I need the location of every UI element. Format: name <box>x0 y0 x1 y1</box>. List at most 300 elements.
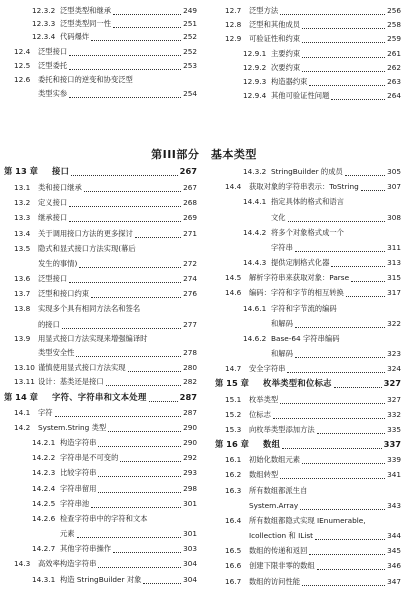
toc-entry-title: 构造字符串 <box>60 438 97 448</box>
toc-entry-title: 向枚举类型添加方法 <box>249 424 315 434</box>
toc-entry-page: 268 <box>183 198 197 208</box>
toc-entry-title: 字符 <box>38 407 53 417</box>
toc-dot-leader <box>302 450 385 464</box>
toc-entry-title: 字符串是不可变的 <box>60 453 119 463</box>
toc-dot-leader <box>295 314 385 328</box>
toc-entry-page: 323 <box>387 349 401 359</box>
toc-entry-title: 的接口 <box>38 319 60 329</box>
toc-entry-page: 259 <box>387 34 401 44</box>
toc-entry <box>4 482 201 495</box>
toc-dot-leader <box>69 208 181 222</box>
toc-entry-title: Base-64 字符串编码 <box>271 333 340 343</box>
toc-entry-title: 谨慎使用显式接口方法实现 <box>38 363 126 373</box>
toc-entry <box>4 196 201 209</box>
toc-entry-page: 271 <box>183 228 197 238</box>
toc-entry-page: 252 <box>183 32 197 42</box>
toc-entry-number: 12.9 <box>225 34 242 44</box>
toc-entry-page: 277 <box>183 319 197 329</box>
toc-entry <box>215 514 405 527</box>
toc-entry <box>4 466 201 479</box>
toc-entry-title: 所有数组都隐式实现 IEnumerable, <box>249 515 366 525</box>
toc-entry-title: 安全字符串 <box>249 364 286 374</box>
toc-entry-title: 主要约束 <box>271 48 301 58</box>
toc-dot-leader <box>143 570 181 584</box>
toc-entry-page: 274 <box>183 274 197 284</box>
toc-entry <box>4 318 201 331</box>
toc-entry-title: 字符串留用 <box>60 483 97 493</box>
toc-entry <box>4 436 201 449</box>
toc-dot-leader <box>79 254 181 268</box>
toc-dot-leader <box>69 56 181 70</box>
toc-entry-title: 高效率构造字符串 <box>38 559 97 569</box>
toc-entry-number: 14.2.2 <box>32 453 56 463</box>
toc-dot-leader <box>128 358 182 372</box>
toc-entry-title: 文化 <box>271 212 286 222</box>
toc-entry <box>4 59 201 72</box>
toc-dot-leader <box>309 541 385 555</box>
toc-dot-leader <box>135 224 181 238</box>
toc-entry-title: 字符和字节流的编码 <box>271 303 337 313</box>
toc-entry-title: 数组 <box>263 439 281 450</box>
toc-entry-page: 344 <box>387 531 401 541</box>
toc-dot-leader <box>361 177 385 191</box>
toc-entry <box>215 256 405 269</box>
toc-entry-title: 其他可验证性问题 <box>271 91 330 101</box>
toc-dot-leader <box>300 496 385 510</box>
toc-entry-title: 关于调用接口方法的更多探讨 <box>38 228 133 238</box>
toc-entry-number: 12.3.2 <box>32 5 56 15</box>
toc-entry <box>4 287 201 300</box>
toc-entry <box>4 227 201 240</box>
toc-entry-number: 12.3.3 <box>32 19 56 29</box>
toc-entry <box>4 87 201 100</box>
toc-entry-page: 293 <box>183 468 197 478</box>
toc-entry-page: 324 <box>387 364 401 374</box>
toc-entry <box>215 499 405 512</box>
toc-entry <box>4 527 201 540</box>
toc-entry-page: 346 <box>387 561 401 571</box>
toc-entry <box>4 181 201 194</box>
toc-entry-title: 位标志 <box>249 409 271 419</box>
toc-entry-number: 14.6.2 <box>243 333 267 343</box>
toc-entry <box>215 453 405 466</box>
toc-entry <box>215 347 405 360</box>
toc-dot-leader <box>302 29 385 43</box>
toc-entry <box>215 468 405 481</box>
toc-entry-title: 提供定制格式化器 <box>271 258 330 267</box>
toc-entry-page: 258 <box>387 20 401 30</box>
toc-dot-leader <box>106 372 181 386</box>
toc-entry-number: 12.5 <box>14 60 31 70</box>
toc-entry-page: 347 <box>387 576 401 586</box>
toc-dot-leader <box>309 72 385 86</box>
toc-entry-page: 311 <box>387 242 401 252</box>
toc-entry-number: 16.5 <box>225 546 242 556</box>
toc-entry-number: 14.2 <box>14 422 31 432</box>
toc-dot-leader <box>108 418 181 432</box>
toc-entry-page: 313 <box>387 258 401 267</box>
toc-entry-title: 可验证性和约束 <box>249 34 301 44</box>
toc-entry-page: 287 <box>179 391 197 402</box>
toc-entry-number: 14.2.7 <box>32 544 56 554</box>
toc-entry-number: 12.9.4 <box>243 91 267 101</box>
toc-chapter-entry <box>215 377 405 390</box>
toc-dot-leader <box>113 1 181 15</box>
toc-dot-leader <box>84 178 181 192</box>
toc-entry-title: 编码：字符和字节的相互转换 <box>249 288 344 298</box>
toc-entry-title: 其他字符串操作 <box>60 544 112 554</box>
toc-dot-leader <box>113 539 181 553</box>
toc-entry-title: 泛型和其他成员 <box>249 20 301 30</box>
toc-entry-number: 13.1 <box>14 183 31 193</box>
toc-entry-title: StringBuilder 的成员 <box>271 167 343 176</box>
toc-entry-number: 13.8 <box>14 304 31 314</box>
toc-entry-title: 获取对象的字符串表示：ToString <box>249 182 359 192</box>
toc-entry <box>215 484 405 497</box>
toc-entry <box>4 242 201 255</box>
part-title: 第III部分 基本类型 <box>151 148 257 161</box>
toc-dot-leader <box>287 359 385 373</box>
toc-entry-title: 代码爆炸 <box>60 32 90 42</box>
toc-entry <box>4 542 201 555</box>
toc-entry-page: 251 <box>183 19 197 29</box>
toc-entry-number: 13.2 <box>14 198 31 208</box>
toc-entry-number: 14.7 <box>225 364 242 374</box>
toc-entry-number: 第 16 章 <box>215 439 249 450</box>
toc-entry <box>4 557 201 570</box>
toc-entry-title: 用显式接口方法实现来增强编译时 <box>38 333 148 343</box>
toc-dot-leader <box>282 435 381 449</box>
toc-entry <box>4 512 201 525</box>
toc-entry <box>215 180 405 193</box>
toc-entry-page: 263 <box>387 76 401 86</box>
toc-entry <box>4 272 201 285</box>
toc-entry-page: 301 <box>183 529 197 539</box>
toc-entry-number: 13.7 <box>14 289 31 299</box>
toc-entry-page: 322 <box>387 318 401 328</box>
toc-entry-title: 泛型方法 <box>249 5 279 15</box>
toc-entry-page: 261 <box>387 48 401 58</box>
toc-dot-leader <box>62 315 181 329</box>
toc-chapter-entry <box>215 438 405 451</box>
toc-entry-title: 字符、字符串和文本处理 <box>52 391 147 402</box>
toc-dot-leader <box>149 388 178 402</box>
toc-entry-page: 341 <box>387 470 401 480</box>
toc-entry <box>215 408 405 421</box>
toc-entry-page: 267 <box>183 183 197 193</box>
toc-entry-number: 14.4.2 <box>243 227 267 237</box>
toc-entry-page: 280 <box>183 363 197 373</box>
toc-dot-leader <box>295 344 385 358</box>
toc-dot-leader <box>69 269 181 283</box>
toc-dot-leader <box>120 448 181 462</box>
toc-entry-number: 14.3.1 <box>32 574 56 584</box>
toc-dot-leader <box>288 208 385 222</box>
toc-entry <box>215 195 405 208</box>
toc-entry-number: 12.3.4 <box>32 32 56 42</box>
toc-entry-number: 12.7 <box>225 5 242 15</box>
toc-dot-leader <box>317 420 385 434</box>
toc-entry-number: 第 14 章 <box>4 391 38 402</box>
toc-entry-page: 249 <box>183 5 197 15</box>
toc-entry <box>215 89 405 102</box>
toc-entry-page: 339 <box>387 455 401 465</box>
toc-entry-page: 292 <box>183 453 197 463</box>
toc-entry-page: 256 <box>387 5 401 15</box>
toc-entry-number: 14.6.1 <box>243 303 267 313</box>
toc-entry-number: 15.3 <box>225 424 242 434</box>
toc-entry-number: 14.4 <box>225 182 242 192</box>
toc-dot-leader <box>91 494 181 508</box>
toc-entry-page: 301 <box>183 498 197 508</box>
toc-dot-leader <box>71 162 177 176</box>
toc-entry-number: 15.1 <box>225 394 242 404</box>
toc-dot-leader <box>280 390 385 404</box>
toc-entry-page: 335 <box>387 424 401 434</box>
toc-dot-leader <box>331 86 385 100</box>
toc-dot-leader <box>91 27 181 41</box>
toc-entry-title: 比较字符串 <box>60 468 97 478</box>
toc-entry-title: 解析字符串来获取对象：Parse <box>249 273 350 283</box>
toc-entry-title: 实现多个具有相同方法名和签名 <box>38 304 141 314</box>
toc-entry-page: 282 <box>183 377 197 387</box>
toc-entry-page: 290 <box>183 422 197 432</box>
toc-entry-number: 13.9 <box>14 333 31 343</box>
toc-entry-title: 检查字符串中的字符和文本 <box>60 513 148 523</box>
toc-entry-title: 将多个对象格式成一个 <box>271 227 344 237</box>
toc-dot-leader <box>98 479 181 493</box>
toc-entry <box>215 529 405 542</box>
toc-dot-leader <box>331 253 385 267</box>
toc-entry-number: 12.4 <box>14 46 31 56</box>
toc-entry <box>215 362 405 375</box>
toc-entry-title: 泛型和接口约束 <box>38 289 90 299</box>
toc-entry-number: 14.4.1 <box>243 197 267 207</box>
toc-entry-page: 272 <box>183 258 197 268</box>
toc-entry-number: 14.3.2 <box>243 167 267 176</box>
toc-entry-title: 泛型接口 <box>38 46 68 56</box>
toc-dot-leader <box>113 14 181 28</box>
toc-entry-page: 278 <box>183 348 197 358</box>
toc-entry-number: 13.10 <box>14 363 35 373</box>
toc-entry-page: 332 <box>387 409 401 419</box>
toc-entry-title: 和解码 <box>271 349 293 359</box>
toc-dot-leader <box>302 572 385 586</box>
toc-entry-page: 304 <box>183 574 197 584</box>
toc-entry-title: 泛型类型同一性 <box>60 19 112 29</box>
toc-dot-leader <box>295 238 385 252</box>
toc-entry-title: 创建下限非零的数组 <box>249 561 315 571</box>
toc-entry-title: 构造器约束 <box>271 76 308 86</box>
toc-entry <box>4 375 201 388</box>
toc-entry-page: 317 <box>387 288 401 298</box>
toc-entry-number: 14.6 <box>225 288 242 298</box>
toc-entry-title: 所有数组都派生自 <box>249 485 308 495</box>
toc-entry-number: 14.5 <box>225 273 242 283</box>
toc-entry-number: 16.2 <box>225 470 242 480</box>
toc-entry <box>215 317 405 330</box>
toc-dot-leader <box>315 526 385 540</box>
toc-entry-page: 267 <box>179 166 197 176</box>
toc-entry-title: 类型实参 <box>38 89 68 99</box>
toc-entry-title: 泛型类型和继承 <box>60 5 112 15</box>
toc-entry-title: 元素 <box>60 529 75 539</box>
toc-entry-title: 委托和接口的逆变和协变泛型 <box>38 75 133 85</box>
toc-entry-number: 13.6 <box>14 274 31 284</box>
toc-entry-number: 13.11 <box>14 377 35 387</box>
toc-dot-leader <box>302 44 385 58</box>
toc-entry-page: 298 <box>183 483 197 493</box>
toc-entry-number: 14.2.1 <box>32 438 56 448</box>
toc-entry-number: 16.3 <box>225 485 242 495</box>
toc-entry-number: 14.2.3 <box>32 468 56 478</box>
toc-dot-leader <box>280 465 385 479</box>
toc-entry-page: 262 <box>387 62 401 72</box>
toc-dot-leader <box>334 374 382 388</box>
toc-dot-leader <box>77 524 181 538</box>
toc-entry-title: 数组的访问性能 <box>249 576 301 586</box>
toc-chapter-entry <box>4 165 201 178</box>
toc-dot-leader <box>98 433 181 447</box>
toc-entry-number: 13.4 <box>14 228 31 238</box>
toc-entry-title: 泛型接口 <box>38 274 68 284</box>
toc-entry-title: 设计：基类还是接口 <box>38 377 104 387</box>
toc-entry-title: 数组转型 <box>249 470 279 480</box>
toc-entry <box>215 302 405 315</box>
toc-dot-leader <box>345 162 385 176</box>
toc-entry-page: 337 <box>383 439 401 450</box>
toc-entry-title: 数组的传递和返回 <box>249 546 308 556</box>
toc-entry-number: 14.2.6 <box>32 513 56 523</box>
toc-entry <box>215 393 405 406</box>
toc-entry-title: 发生的事情) <box>38 258 78 268</box>
toc-entry <box>215 286 405 299</box>
toc-entry-page: 252 <box>183 46 197 56</box>
toc-entry-number: 13.5 <box>14 243 31 253</box>
toc-entry <box>4 346 201 359</box>
toc-entry-page: 290 <box>183 438 197 448</box>
toc-entry-page: 304 <box>183 559 197 569</box>
toc-entry-title: 构造 StringBuilder 对象 <box>60 574 142 584</box>
toc-dot-leader <box>69 84 181 98</box>
toc-entry-page: 307 <box>387 182 401 192</box>
toc-entry-number: 15.2 <box>225 409 242 419</box>
toc-dot-leader <box>317 556 385 570</box>
toc-dot-leader <box>69 42 181 56</box>
toc-dot-leader <box>98 463 181 477</box>
toc-entry-page: 308 <box>387 212 401 222</box>
toc-entry-title: 接口 <box>52 166 70 176</box>
toc-entry <box>215 271 405 284</box>
toc-entry-title: 和解码 <box>271 318 293 328</box>
toc-entry-number: 第 13 章 <box>4 166 38 176</box>
toc-entry <box>215 544 405 557</box>
toc-entry-page: 287 <box>183 407 197 417</box>
toc-entry-title: 泛型委托 <box>38 60 68 70</box>
toc-entry-number: 14.4.3 <box>243 258 267 267</box>
toc-entry-title: 字符串 <box>271 242 293 252</box>
toc-entry-title: 字符串池 <box>60 498 90 508</box>
toc-entry-title: System.Array <box>249 500 299 510</box>
toc-entry-title: 类和接口继承 <box>38 183 82 193</box>
toc-entry-number: 第 15 章 <box>215 378 249 389</box>
toc-entry <box>215 332 405 345</box>
toc-entry <box>4 421 201 434</box>
toc-dot-leader <box>69 193 181 207</box>
toc-entry-title: 枚举类型和位标志 <box>263 378 332 389</box>
toc-entry-title: 定义接口 <box>38 198 68 208</box>
toc-entry-title: 枚举类型 <box>249 394 279 404</box>
toc-entry-page: 254 <box>183 89 197 99</box>
toc-dot-leader <box>91 284 181 298</box>
toc-entry-number: 12.9.1 <box>243 48 267 58</box>
toc-entry <box>4 211 201 224</box>
toc-entry <box>215 241 405 254</box>
toc-dot-leader <box>351 268 385 282</box>
toc-dot-leader <box>302 58 385 72</box>
toc-entry-number: 13.3 <box>14 213 31 223</box>
toc-entry <box>4 302 201 315</box>
toc-entry <box>215 165 405 178</box>
toc-entry-number: 14.2.5 <box>32 498 56 508</box>
toc-dot-leader <box>273 405 385 419</box>
toc-entry-number: 16.6 <box>225 561 242 571</box>
toc-entry <box>4 497 201 510</box>
toc-entry <box>215 423 405 436</box>
toc-entry <box>4 451 201 464</box>
toc-entry-page: 343 <box>387 500 401 510</box>
toc-entry-title: 类型安全性 <box>38 348 75 358</box>
toc-entry-title: 继承接口 <box>38 213 68 223</box>
toc-entry-number: 12.9.2 <box>243 62 267 72</box>
toc-entry-page: 327 <box>387 394 401 404</box>
toc-chapter-entry <box>4 391 201 404</box>
toc-entry-title: 指定具体的格式和语言 <box>271 197 344 207</box>
toc-entry <box>215 575 405 588</box>
toc-entry-page: 303 <box>183 544 197 554</box>
toc-entry-number: 14.3 <box>14 559 31 569</box>
toc-dot-leader <box>98 554 181 568</box>
toc-entry-number: 14.1 <box>14 407 31 417</box>
toc-dot-leader <box>55 403 181 417</box>
toc-entry-page: 269 <box>183 213 197 223</box>
toc-entry-title: 初始化数组元素 <box>249 455 301 465</box>
toc-entry-page: 305 <box>387 167 401 176</box>
toc-entry <box>4 257 201 270</box>
toc-entry-number: 16.1 <box>225 455 242 465</box>
toc-dot-leader <box>346 283 385 297</box>
toc-entry-number: 16.4 <box>225 515 242 525</box>
toc-entry-number: 12.9.3 <box>243 76 267 86</box>
toc-entry-number: 12.8 <box>225 20 242 30</box>
toc-entry-title: System.String 类型 <box>38 422 107 432</box>
toc-entry <box>4 573 201 586</box>
toc-entry-title: 次要约束 <box>271 62 301 72</box>
toc-entry-page: 253 <box>183 60 197 70</box>
toc-entry <box>215 226 405 239</box>
toc-entry-number: 14.2.4 <box>32 483 56 493</box>
toc-entry <box>4 406 201 419</box>
toc-entry <box>215 559 405 572</box>
toc-entry-page: 327 <box>383 378 401 389</box>
toc-dot-leader <box>302 15 385 29</box>
toc-entry-page: 276 <box>183 289 197 299</box>
toc-entry <box>215 211 405 224</box>
toc-entry-title: Icollection 和 IList <box>249 531 314 541</box>
toc-dot-leader <box>280 1 385 15</box>
toc-dot-leader <box>76 343 181 357</box>
toc-entry-page: 315 <box>387 273 401 283</box>
